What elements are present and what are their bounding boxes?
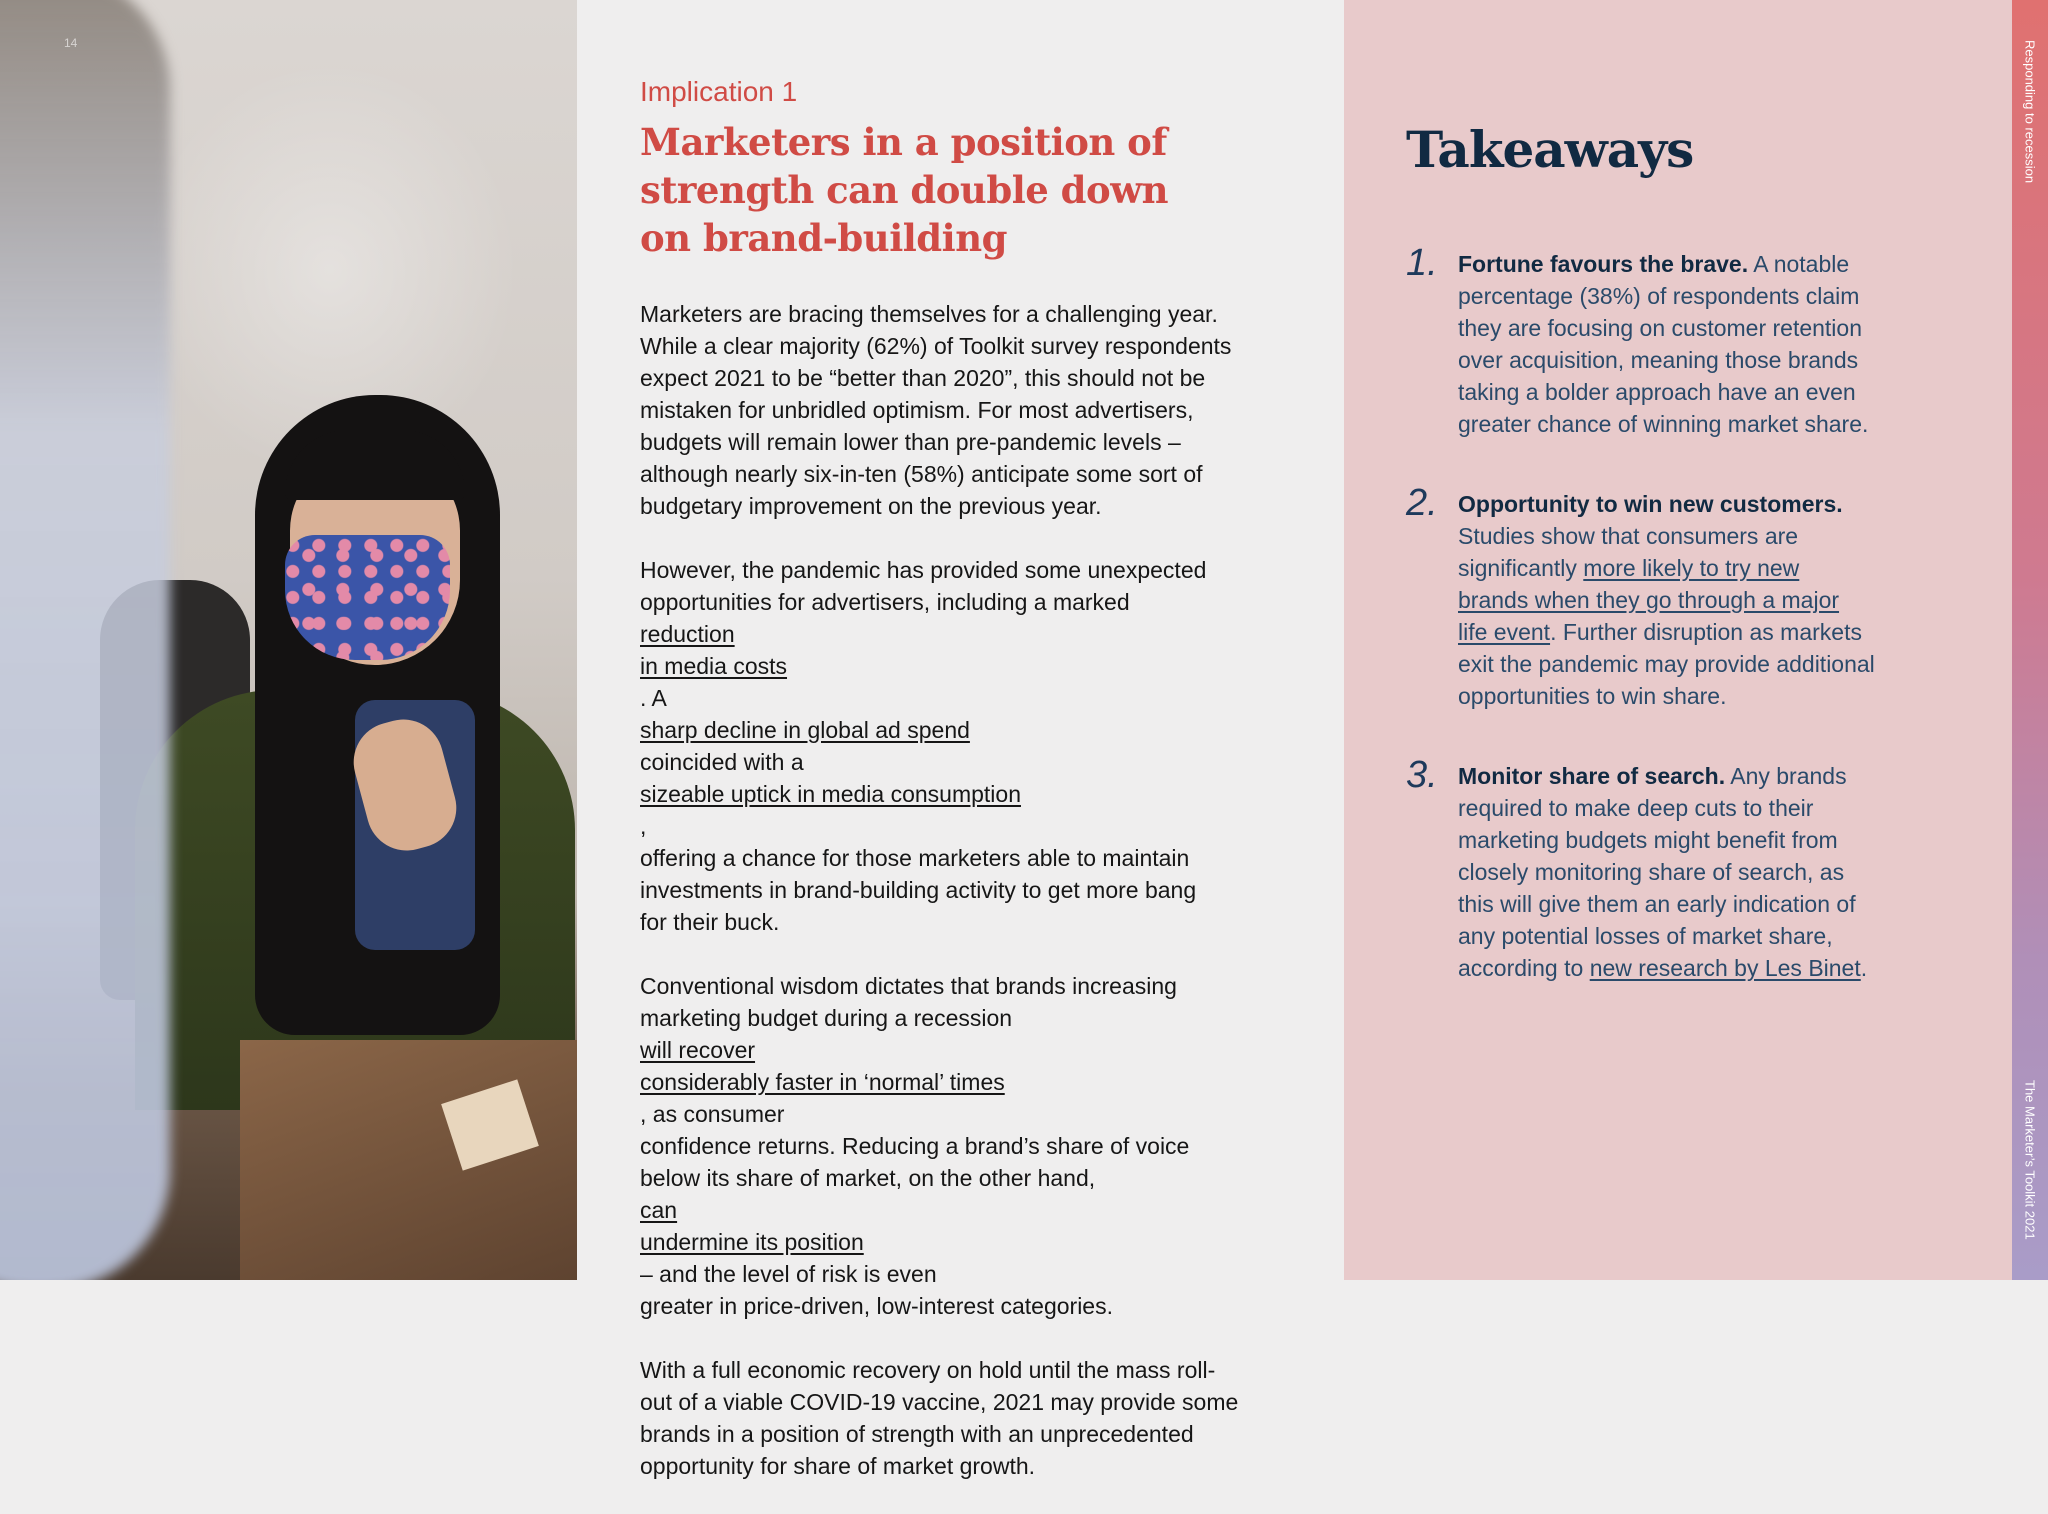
photo-foreground-person: [0, 0, 170, 1280]
page-number: 14: [64, 36, 78, 50]
takeaway-number: 2.: [1406, 482, 1438, 524]
takeaways-title: Takeaways: [1406, 120, 1694, 179]
text-line: taking a bolder approach have an even: [1458, 379, 1856, 405]
text-segment: significantly: [1458, 555, 1584, 581]
text-line: [1458, 488, 1966, 520]
text-segment: opportunities for advertisers, including a marked: [640, 589, 1130, 615]
hero-photo: [0, 0, 577, 1280]
section-label: Responding to recession: [2022, 40, 2038, 184]
implication-headline: [640, 118, 1300, 262]
text-line: With a full economic recovery on hold until the mass roll-: [640, 1357, 1216, 1383]
takeaway-heading: Opportunity to win new customers.: [1458, 491, 1843, 517]
text-line: [1458, 760, 1966, 792]
takeaway-heading: Fortune favours the brave.: [1458, 251, 1749, 277]
implication-eyebrow: Implication 1: [640, 76, 798, 107]
text-line: closely monitoring share of search, as: [1458, 859, 1845, 885]
link-les-binet-research[interactable]: new research by Les Binet: [1589, 955, 1861, 981]
text-line: they are focusing on customer retention: [1458, 315, 1863, 341]
text-line: required to make deep cuts to their: [1458, 795, 1814, 821]
side-gradient-strip: [2012, 0, 2048, 1280]
link-sharp-decline-ad-spend[interactable]: sharp decline in global ad spend: [640, 717, 970, 743]
publication-label: The Marketer’s Toolkit 2021: [2022, 1080, 2038, 1240]
text-line: [1458, 584, 1966, 616]
takeaway-number: 3.: [1406, 754, 1438, 796]
text-segment: marketing budget during a recession: [640, 1005, 1013, 1031]
text-segment: according to: [1458, 955, 1590, 981]
paragraph-4: [640, 1354, 1300, 1482]
photo-face-mask: [285, 535, 450, 660]
text-line: any potential losses of market share,: [1458, 923, 1833, 949]
takeaway-item: [1406, 482, 1966, 712]
text-line: percentage (38%) of respondents claim: [1458, 283, 1860, 309]
takeaway-text: [1458, 488, 1966, 712]
text-line: although nearly six-in-ten (58%) anticipate some sort of: [640, 461, 1203, 487]
paragraph-1: [640, 298, 1300, 522]
text-line: opportunity for share of market growth.: [640, 1453, 1036, 1479]
text-line: offering a chance for those marketers able to maintain: [640, 845, 1190, 871]
text-line: out of a viable COVID-19 vaccine, 2021 may provide some: [640, 1389, 1239, 1415]
text-segment: below its share of market, on the other hand,: [640, 1165, 1096, 1191]
text-line: [640, 1066, 1300, 1130]
link-more-likely-to-try-new-brands[interactable]: more likely to try new: [1583, 555, 1800, 581]
link-will-recover[interactable]: will recover: [640, 1037, 756, 1063]
text-line: greater chance of winning market share.: [1458, 411, 1869, 437]
text-line: [1458, 616, 1966, 648]
text-segment: . Further disruption as markets: [1550, 619, 1862, 645]
text-line: opportunities to win share.: [1458, 683, 1727, 709]
takeaway-number: 1.: [1406, 242, 1438, 284]
text-line: Marketers are bracing themselves for a challenging year.: [640, 301, 1218, 327]
implication-section: [640, 72, 1300, 1514]
text-line: greater in price-driven, low-interest categories.: [640, 1293, 1113, 1319]
text-line: [640, 1162, 1300, 1226]
photo-table: [240, 1040, 577, 1280]
text-line: expect 2021 to be “better than 2020”, this should not be: [640, 365, 1206, 391]
text-segment: coincided with a: [640, 749, 804, 775]
link-will-recover-cont[interactable]: considerably faster in ‘normal’ times: [640, 1069, 1005, 1095]
text-segment: .: [1860, 955, 1868, 981]
takeaway-item: [1406, 242, 1966, 440]
paragraph-2: [640, 554, 1300, 938]
text-line: [1458, 552, 1966, 584]
text-segment: . A: [640, 685, 667, 711]
takeaways-panel: [1344, 0, 2012, 1280]
text-line: confidence returns. Reducing a brand’s share of voice: [640, 1133, 1190, 1159]
text-line: for their buck.: [640, 909, 780, 935]
text-line: investments in brand-building activity to get more bang: [640, 877, 1197, 903]
link-undermine-position-cont[interactable]: undermine its position: [640, 1229, 864, 1255]
takeaway-text: [1458, 760, 1966, 984]
implication-body: [640, 298, 1300, 1482]
text-line: [640, 586, 1300, 650]
takeaway-heading: Monitor share of search.: [1458, 763, 1726, 789]
photo-person-bangs: [285, 430, 465, 500]
text-line: marketing budgets might benefit from: [1458, 827, 1838, 853]
link-uptick-media-consumption[interactable]: sizeable uptick in media consumption: [640, 781, 1021, 807]
text-segment: – and the level of risk is even: [640, 1261, 937, 1287]
text-line: budgets will remain lower than pre-pandemic levels –: [640, 429, 1181, 455]
text-segment: , as consumer: [640, 1101, 785, 1127]
takeaway-item: [1406, 754, 1966, 984]
paragraph-3: [640, 970, 1300, 1322]
text-line: exit the pandemic may provide additional: [1458, 651, 1875, 677]
headline-line: Marketers in a position of: [640, 120, 1167, 164]
headline-line: strength can double down: [640, 168, 1168, 212]
headline-line: on brand-building: [640, 216, 1008, 260]
text-line: mistaken for unbridled optimism. For most advertisers,: [640, 397, 1194, 423]
takeaway-text: [1458, 248, 1966, 440]
text-line: However, the pandemic has provided some unexpected: [640, 557, 1207, 583]
text-line: [640, 1002, 1300, 1066]
link-undermine-position[interactable]: can: [640, 1197, 678, 1223]
link-more-likely-to-try-new-brands-end[interactable]: life event: [1458, 619, 1551, 645]
link-more-likely-to-try-new-brands-cont[interactable]: brands when they go through a major: [1458, 587, 1840, 613]
link-reduction-in-media-costs-cont[interactable]: in media costs: [640, 653, 788, 679]
text-line: over acquisition, meaning those brands: [1458, 347, 1859, 373]
text-line: this will give them an early indication of: [1458, 891, 1856, 917]
text-segment: A notable: [1748, 251, 1850, 277]
text-line: [1458, 248, 1966, 280]
text-line: [640, 746, 1300, 842]
text-line: budgetary improvement on the previous year.: [640, 493, 1102, 519]
text-line: [640, 650, 1300, 746]
text-line: brands in a position of strength with an unprecedented: [640, 1421, 1194, 1447]
text-segment: Any brands: [1725, 763, 1847, 789]
text-line: While a clear majority (62%) of Toolkit survey respondents: [640, 333, 1232, 359]
text-segment: ,: [640, 813, 647, 839]
text-line: Conventional wisdom dictates that brands increasing: [640, 973, 1177, 999]
text-line: Studies show that consumers are: [1458, 523, 1799, 549]
text-line: [640, 1226, 1300, 1290]
text-line: [1458, 952, 1966, 984]
link-reduction-in-media-costs[interactable]: reduction: [640, 621, 735, 647]
